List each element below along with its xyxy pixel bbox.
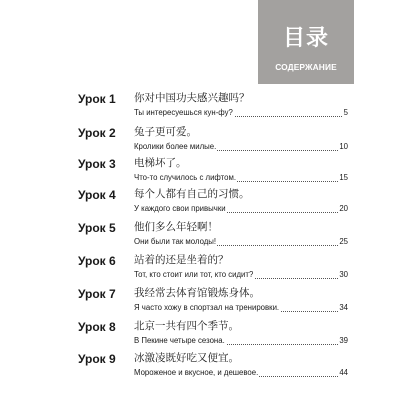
lesson-label: Урок 2 <box>78 126 116 140</box>
lesson-label: Урок 7 <box>78 287 116 301</box>
lesson-title-chinese: 你对中国功夫感兴趣吗？ <box>134 92 250 104</box>
lesson-subtitle-row <box>134 237 348 249</box>
lesson-label: Урок 8 <box>78 320 116 334</box>
lesson-subtitle-row <box>134 173 348 185</box>
lesson-title-chinese: 电梯坏了。 <box>134 157 187 169</box>
lesson-label: Урок 6 <box>78 254 116 268</box>
lesson-subtitle-row <box>134 368 348 380</box>
toc-entry-lesson-5[interactable] <box>0 221 420 257</box>
lesson-title-russian: Мороженое и вкусное, и дешевое. <box>134 368 259 377</box>
lesson-subtitle-row <box>134 204 348 216</box>
toc-title-russian: СОДЕРЖАНИЕ <box>275 62 337 72</box>
lesson-title-russian: Я часто хожу в спортзал на тренировки. <box>134 303 280 312</box>
lesson-subtitle-row <box>134 108 348 120</box>
page-number: 25 <box>339 237 348 246</box>
page-number: 15 <box>339 173 348 182</box>
page-number: 39 <box>339 336 348 345</box>
page-number: 20 <box>339 204 348 213</box>
lesson-title-russian: У каждого свои привычки <box>134 204 226 213</box>
lesson-title-chinese: 站着的还是坐着的？ <box>134 254 229 266</box>
lesson-title-russian: Ты интересуешься кун-фу? <box>134 108 233 117</box>
toc-entry-lesson-6[interactable] <box>0 254 420 290</box>
page-number: 10 <box>339 142 348 151</box>
lesson-subtitle-row <box>134 336 348 348</box>
lesson-title-russian: Тот, кто стоит или тот, кто сидит? <box>134 270 254 279</box>
lesson-title-russian: Что-то случилось с лифтом. <box>134 173 237 182</box>
lesson-title-chinese: 兔子更可爱。 <box>134 126 197 138</box>
lesson-title-russian: Кролики более милые. <box>134 142 217 151</box>
page-number: 5 <box>343 108 348 117</box>
lesson-title-russian: Они были так молоды! <box>134 237 217 246</box>
page-number: 30 <box>339 270 348 279</box>
lesson-label: Урок 1 <box>78 92 116 106</box>
lesson-label: Урок 3 <box>78 157 116 171</box>
lesson-subtitle-row <box>134 142 348 154</box>
toc-entry-lesson-7[interactable] <box>0 287 420 323</box>
lesson-title-russian: В Пекине четыре сезона. <box>134 336 225 345</box>
lesson-title-chinese: 冰激凌既好吃又便宜。 <box>134 352 239 364</box>
lesson-title-chinese: 每个人都有自己的习惯。 <box>134 188 250 200</box>
lesson-title-chinese: 他们多么年轻啊！ <box>134 221 218 233</box>
page-number: 34 <box>339 303 348 312</box>
lesson-subtitle-row <box>134 303 348 315</box>
lesson-title-chinese: 我经常去体育馆锻炼身体。 <box>134 287 260 299</box>
toc-entry-lesson-9[interactable] <box>0 352 420 388</box>
toc-entry-lesson-8[interactable] <box>0 320 420 356</box>
lesson-label: Урок 5 <box>78 221 116 235</box>
lesson-label: Урок 4 <box>78 188 116 202</box>
page-number: 44 <box>339 368 348 377</box>
lesson-subtitle-row <box>134 270 348 282</box>
toc-entry-lesson-4[interactable] <box>0 188 420 224</box>
lesson-title-chinese: 北京一共有四个季节。 <box>134 320 239 332</box>
lesson-label: Урок 9 <box>78 352 116 366</box>
toc-title-chinese: 目录 <box>282 26 329 51</box>
toc-entry-lesson-1[interactable] <box>0 92 420 128</box>
